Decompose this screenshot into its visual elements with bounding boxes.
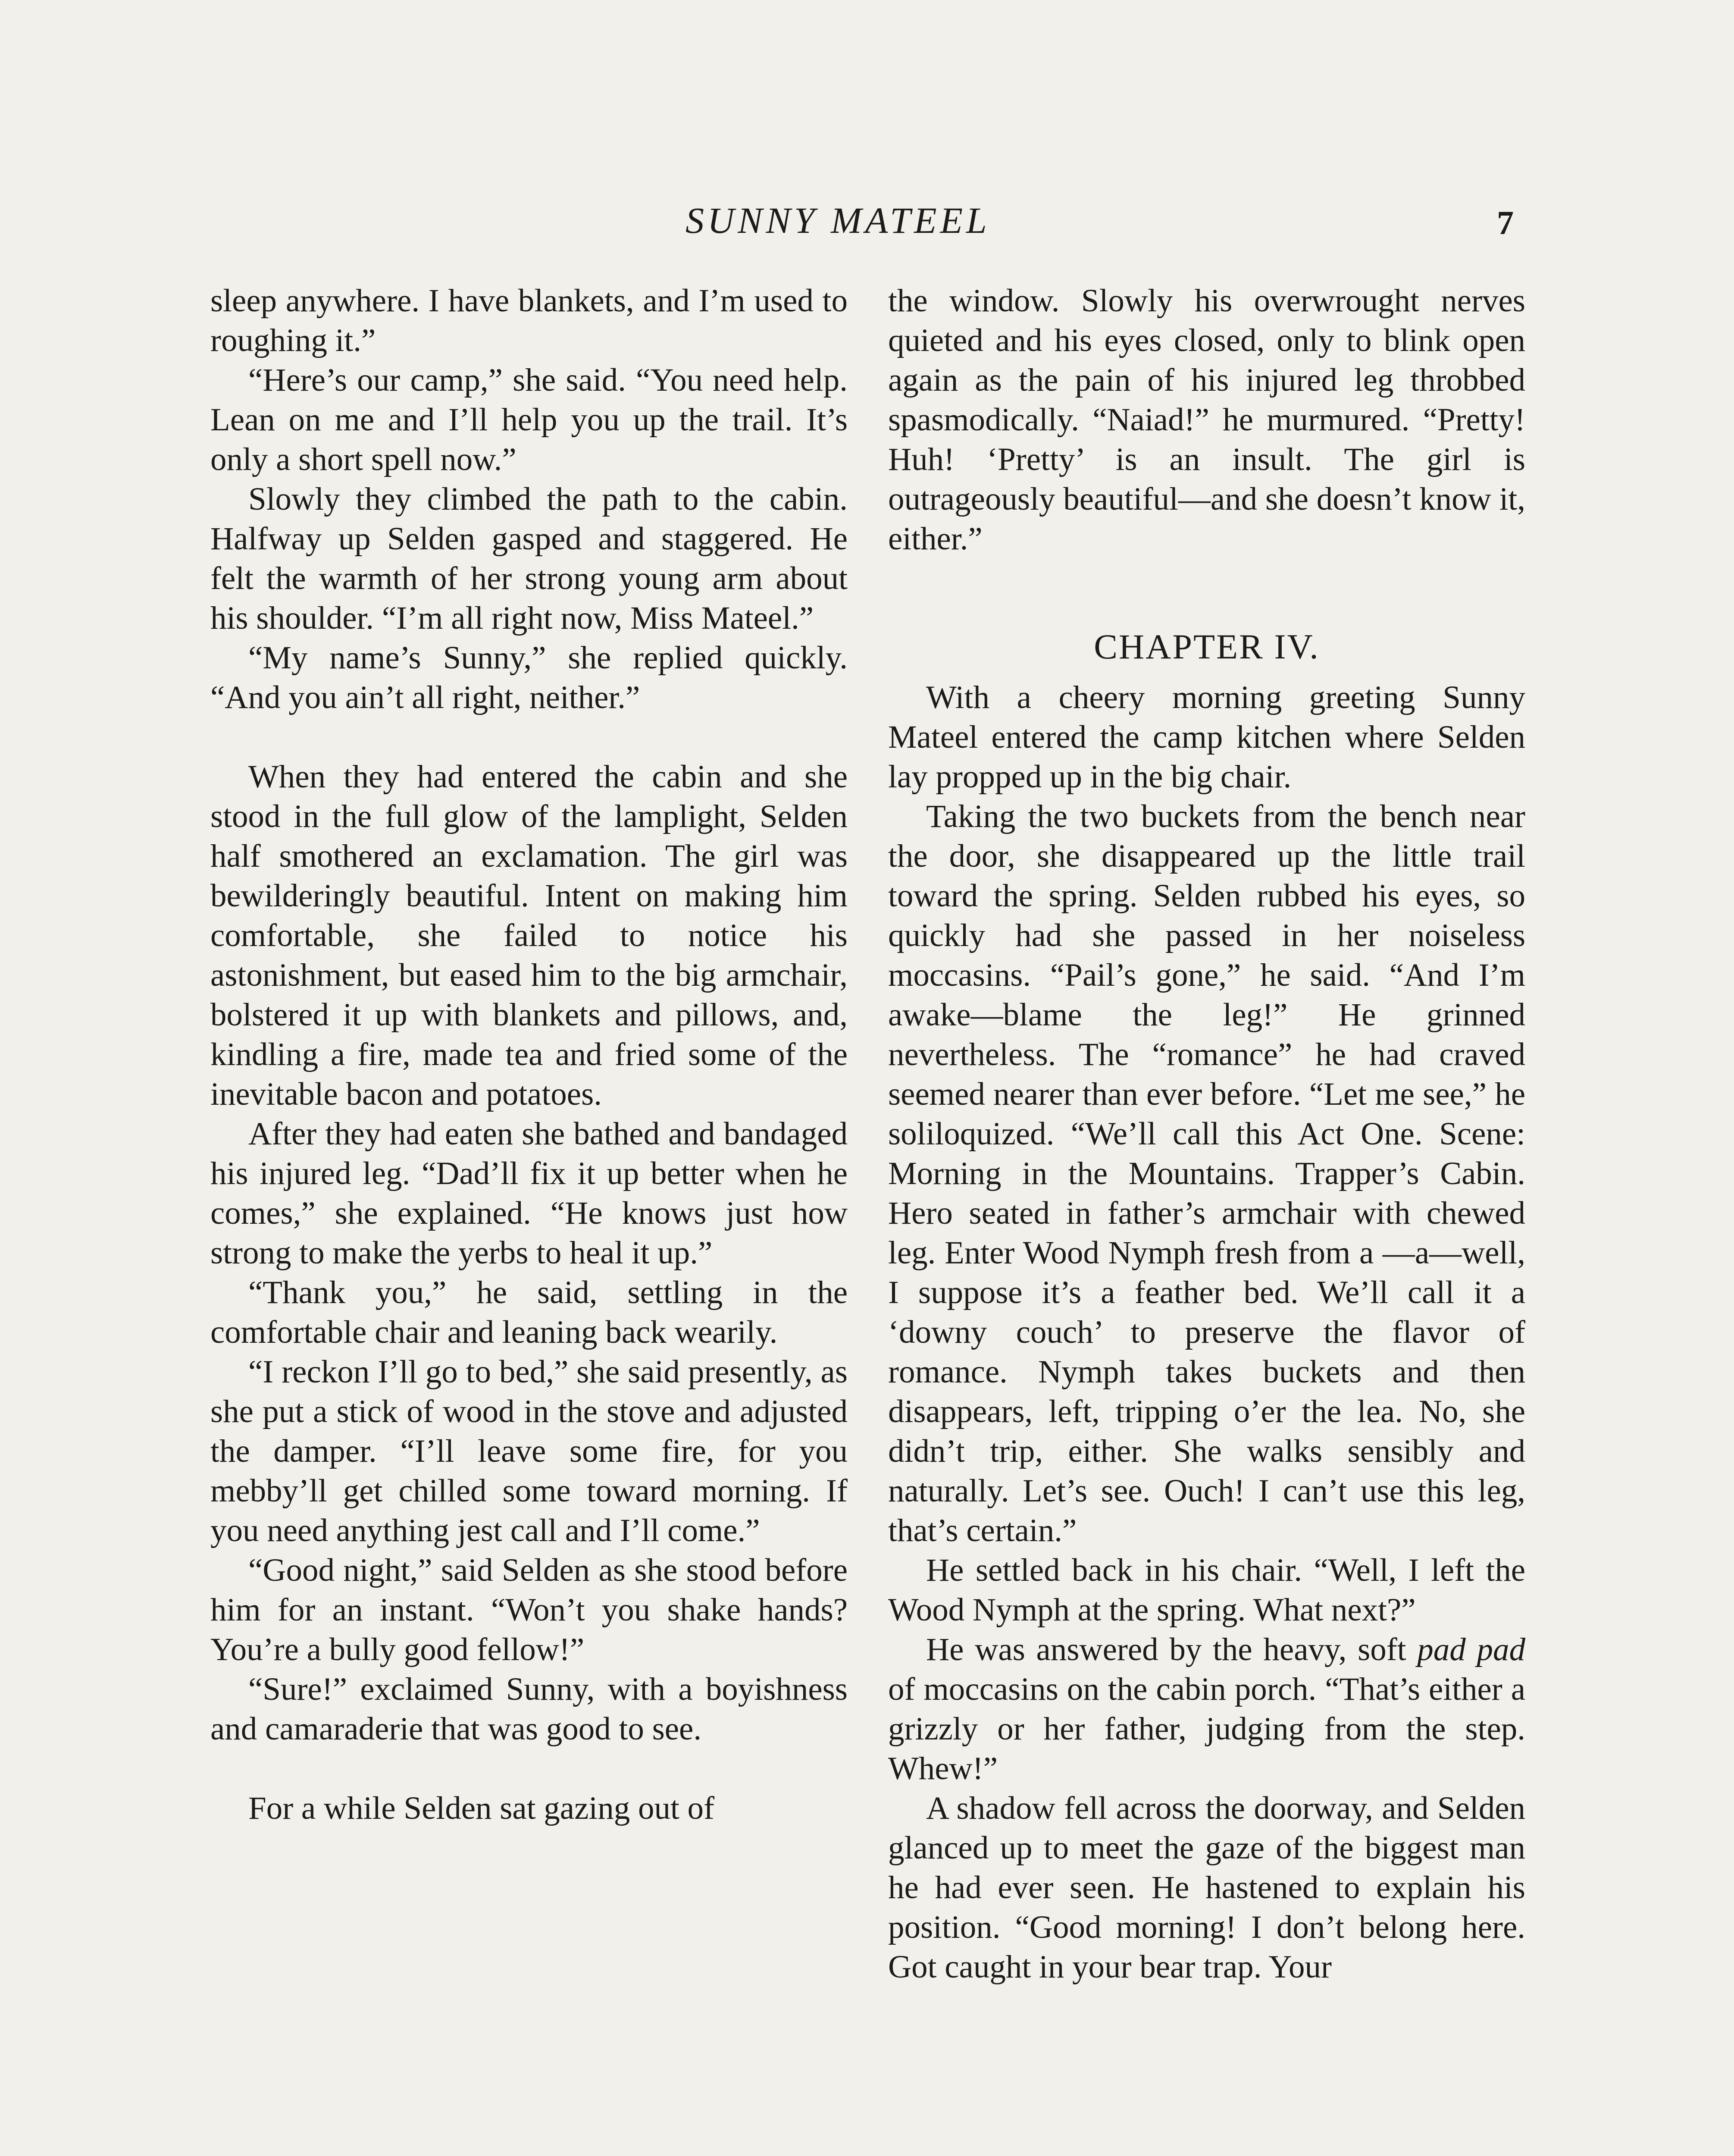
paragraph: A shadow fell across the doorway, and Selden glanced up to meet the gaze of the biggest man he had ever seen. He hastened to explain his position. “Good morning! I don’t belong here. Got caught in your bear trap. Your [888, 1790, 1525, 1985]
paragraph [888, 1630, 1525, 1789]
paragraph: When they had entered the cabin and she stood in the full glow of the lamplight, Selden half smothered an exclamation. The girl was bewilderingly beautiful. Intent on making him comfortable, she failed to notice his astonishment, but eased him to the big armchair, bolstered it up with blankets and pillows, and, kindling a fire, made tea and fried some of the inevitable bacon and potatoes. [210, 759, 848, 1112]
running-title: SUNNY MATEEL [685, 200, 990, 241]
paragraph: “Here’s our camp,” she said. “You need help. Lean on me and I’ll help you up the trail. It’s only a short spell now.” [210, 362, 848, 477]
paragraph: After they had eaten she bathed and bandaged his injured leg. “Dad’ll fix it up better when he comes,” she explained. “He knows just how strong to make the yerbs to heal it up.” [210, 1116, 848, 1271]
paragraph: For a while Selden sat gazing out of [248, 1790, 715, 1826]
paragraph-text: of moccasins on the cabin porch. “That’s either a grizzly or her father, judging from the step. Whew!” [888, 1671, 1525, 1786]
paragraph: “My name’s Sunny,” she replied quickly. “And you ain’t all right, neither.” [210, 640, 848, 715]
paragraph: “Good night,” said Selden as she stood before him for an instant. “Won’t you shake hands? You’re a bully good fellow!” [210, 1552, 848, 1667]
paragraph: Taking the two buckets from the bench near the door, she disappeared up the little trail toward the spring. Selden rubbed his eyes, so quickly had she passed in her noiseless moccasins. “Pail’s gone,” he said. “And I’m awake—blame the leg!” He grinned nevertheless. The “romance” he had craved seemed nearer than ever before. “Let me see,” he soliloquized. “We’ll call this Act One. Scene: Morning in the Mountains. Trapper’s Cabin. Hero seated in father’s armchair with chewed leg. Enter Wood Nymph fresh from a —a—well, I suppose it’s a feather bed. We’ll call it a ‘downy couch’ to preserve the flavor of romance. Nymph takes buckets and then disappears, left, tripping o’er the lea. No, she didn’t trip, either. She walks sensibly and naturally. Let’s see. Ouch! I can’t use this leg, that’s certain.” [888, 799, 1525, 1548]
page-number: 7 [1497, 204, 1514, 241]
right-text-column [888, 281, 1525, 1987]
paragraph: sleep anywhere. I have blankets, and I’m used to roughing it.” [210, 283, 848, 358]
paragraph: “Thank you,” he said, settling in the comfortable chair and leaning back wearily. [210, 1275, 848, 1350]
paragraph: the window. Slowly his overwrought nerves quieted and his eyes closed, only to blink open again as the pain of his injured leg throbbed spasmodically. “Naiad!” he murmured. “Pretty! Huh! ‘Pretty’ is an insult. The girl is outrageously beautiful—and she doesn’t know it, either.” [888, 283, 1525, 557]
left-text-column [210, 281, 848, 1828]
chapter-heading: CHAPTER IV. [1094, 627, 1320, 666]
paragraph: “I reckon I’ll go to bed,” she said presently, as she put a stick of wood in the stove and adjusted the damper. “I’ll leave some fire, for you mebby’ll get chilled some toward morning. If you need anything jest call and I’ll come.” [210, 1354, 848, 1548]
paragraph: He settled back in his chair. “Well, I left the Wood Nymph at the spring. What next?” [888, 1552, 1525, 1628]
paragraph-text: He was answered by the heavy, soft [926, 1632, 1418, 1667]
paragraph: Slowly they climbed the path to the cabin. Halfway up Selden gasped and staggered. He felt the warmth of her strong young arm about his shoulder. “I’m all right now, Miss Mateel.” [210, 481, 848, 636]
paragraph: With a cheery morning greeting Sunny Mateel entered the camp kitchen where Selden lay propped up in the big chair. [888, 680, 1525, 795]
paragraph: “Sure!” exclaimed Sunny, with a boyishness and camaraderie that was good to see. [210, 1671, 848, 1747]
italic-phrase: pad pad [1417, 1632, 1525, 1667]
